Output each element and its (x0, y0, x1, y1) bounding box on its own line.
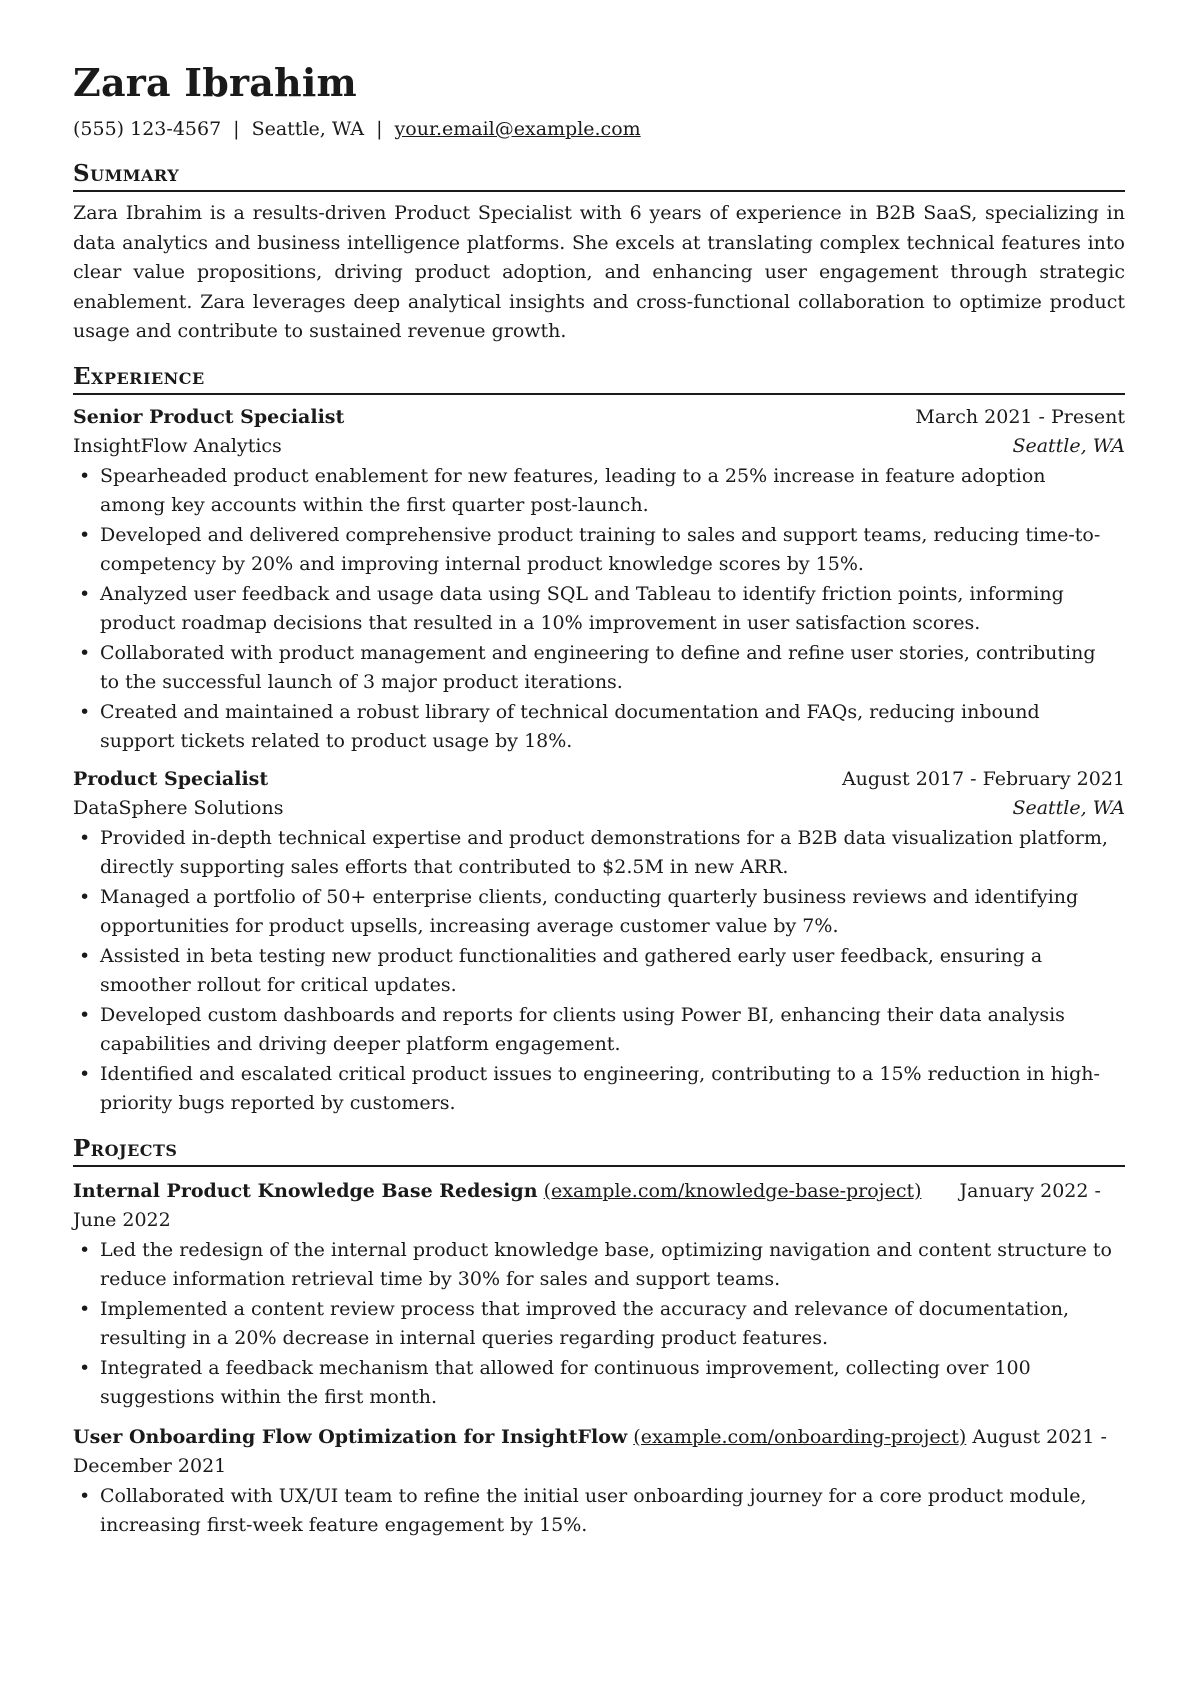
bullet-item: • Analyzed user feedback and usage data using SQL and Tableau to identify friction points, informing product roadmap decisions that resulted in a 10% improvement in user satisfaction scores. (73, 580, 1125, 639)
project-name: Internal Product Knowledge Base Redesign (73, 1179, 538, 1202)
job-location: Seattle, WA (1012, 435, 1125, 457)
bullet-item: • Developed custom dashboards and reports for clients using Power BI, enhancing their data analysis capabilities and driving deeper platform engagement. (73, 1001, 1125, 1060)
project-dates: January 2022 - June 2022 (73, 1179, 1101, 1231)
project-link[interactable]: (example.com/knowledge-base-project) (543, 1179, 922, 1202)
bullet-item: • Implemented a content review process that improved the accuracy and relevance of documentation, resulting in a 20% decrease in internal queries regarding product features. (73, 1295, 1125, 1354)
project-bullets (73, 1482, 1125, 1541)
job-entry (73, 403, 1125, 757)
bullet-item: • Collaborated with product management and engineering to define and refine user stories, contributing to the successful launch of 3 major product iterations. (73, 639, 1125, 698)
experience-heading: Experience (73, 363, 1125, 395)
projects-heading: Projects (73, 1135, 1125, 1167)
resume-page (73, 60, 1125, 1541)
bullet-item: • Managed a portfolio of 50+ enterprise clients, conducting quarterly business reviews and identifying opportunities for product upsells, increasing average customer value by 7%. (73, 883, 1125, 942)
bullet-item: • Spearheaded product enablement for new features, leading to a 25% increase in feature adoption among key accounts within the first quarter post-launch. (73, 462, 1125, 521)
contact-separator: | (376, 118, 383, 140)
bullet-item: • Provided in-depth technical expertise and product demonstrations for a B2B data visualization platform, directly supporting sales efforts that contributed to $2.5M in new ARR. (73, 824, 1125, 883)
job-bullets (73, 824, 1125, 1119)
email-link[interactable]: your.email@example.com (394, 118, 641, 140)
job-title: Senior Product Specialist (73, 405, 345, 428)
company-name: InsightFlow Analytics (73, 435, 282, 457)
bullet-item: • Collaborated with UX/UI team to refine the initial user onboarding journey for a core product module, increasing first-week feature engagement by 15%. (73, 1482, 1125, 1541)
project-name: User Onboarding Flow Optimization for InsightFlow (73, 1425, 628, 1448)
summary-text: Zara Ibrahim is a results-driven Product Specialist with 6 years of experience in B2B SaaS, specializing in data analytics and business intelligence platforms. She excels at translating complex technical features into clear value propositions, driving product adoption, and enhancing user engagement through strategic enablement. Zara leverages deep analytical insights and cross-functional collaboration to optimize product usage and contribute to sustained revenue growth. (73, 202, 1125, 342)
project-link[interactable]: (example.com/onboarding-project) (633, 1425, 967, 1448)
bullet-item: • Assisted in beta testing new product functionalities and gathered early user feedback, ensuring a smoother rollout for critical updates. (73, 942, 1125, 1001)
bullet-item: • Integrated a feedback mechanism that allowed for continuous improvement, collecting over 100 suggestions within the first month. (73, 1354, 1125, 1413)
candidate-name: Zara Ibrahim (73, 60, 357, 105)
job-dates: March 2021 - Present (915, 405, 1125, 428)
contact-separator: | (233, 118, 240, 140)
job-dates: August 2017 - February 2021 (841, 767, 1125, 790)
bullet-item: • Led the redesign of the internal product knowledge base, optimizing navigation and content structure to reduce information retrieval time by 30% for sales and support teams. (73, 1236, 1125, 1295)
project-dates: August 2021 - December 2021 (73, 1425, 1107, 1477)
job-title: Product Specialist (73, 767, 269, 790)
summary-heading: Summary (73, 160, 1125, 192)
bullet-item: • Developed and delivered comprehensive product training to sales and support teams, reducing time-to-competency by 20% and improving internal product knowledge scores by 15%. (73, 521, 1125, 580)
project-bullets (73, 1236, 1125, 1413)
phone-number: (555) 123-4567 (73, 118, 222, 140)
project-entry (73, 1177, 1125, 1413)
job-bullets (73, 462, 1125, 757)
job-entry (73, 765, 1125, 1119)
company-name: DataSphere Solutions (73, 797, 284, 819)
bullet-item: • Created and maintained a robust library of technical documentation and FAQs, reducing inbound support tickets related to product usage by 18%. (73, 698, 1125, 757)
location: Seattle, WA (251, 118, 365, 140)
contact-line (73, 116, 1125, 142)
project-entry (73, 1423, 1125, 1541)
bullet-item: • Identified and escalated critical product issues to engineering, contributing to a 15% reduction in high-priority bugs reported by customers. (73, 1060, 1125, 1119)
job-location: Seattle, WA (1012, 797, 1125, 819)
